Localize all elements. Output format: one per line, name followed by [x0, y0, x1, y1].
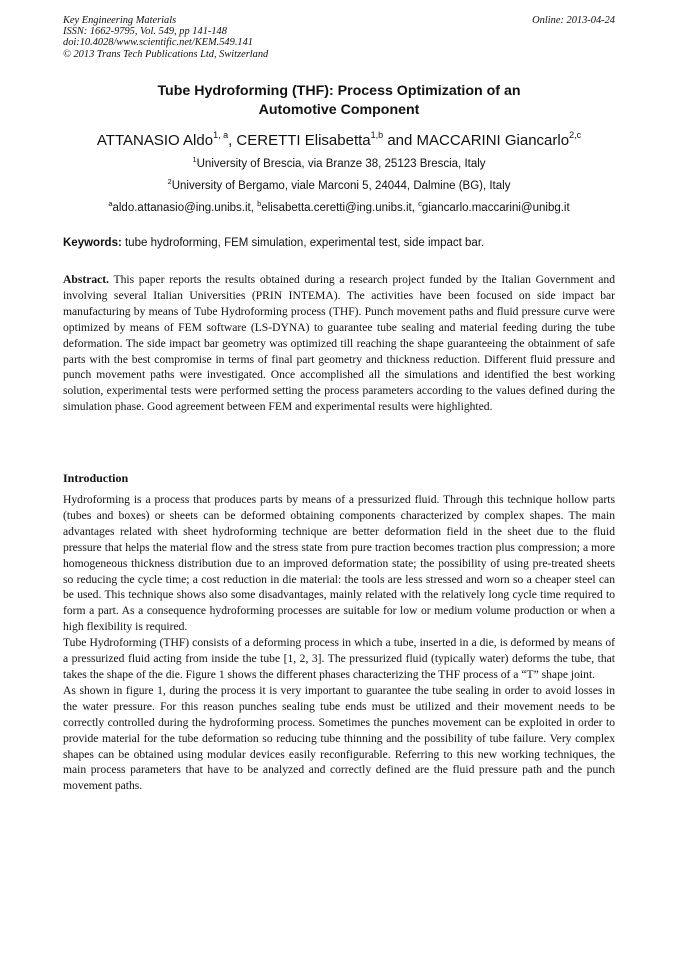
author-emails	[63, 201, 615, 215]
body-paragraph: Hydroforming is a process that produces parts by means of a pressurized fluid. Through this technique hollow parts (tubes and boxes) or sheets can be deformed obtaining components characterized by complex shapes. The main advantages related with sheet hydroforming technique are better deformation field in the sheet due to the fluid pressure that helps the material flow and the stress state from pure traction becomes traction plus compression; a more homogeneous thickness distribution due to an improved deformation state; the possibility of using pre-treated sheets so reducing the cycle time; a cost reduction in die material: the tools are less stressed and worn so a cheaper steel can be used. This technique shows also some disadvantages, mainly related with the relatively long cycle time required to form a part. As a consequence hydroforming processes are suitable for low or medium volume production or when a high flexibility is required.	[63, 493, 615, 634]
keywords-text: tube hydroforming, FEM simulation, experimental test, side impact bar.	[121, 237, 485, 249]
section-heading-introduction: Introduction	[63, 471, 129, 485]
paper-title	[63, 82, 615, 120]
journal-header	[63, 15, 615, 60]
author-superscript: 1, a	[213, 130, 229, 140]
abstract-paragraph	[63, 272, 615, 415]
author-list	[63, 131, 615, 151]
email-text: elisabetta.ceretti@ing.unibs.it,	[261, 202, 419, 214]
copyright-line: © 2013 Trans Tech Publications Ltd, Switzerland	[63, 48, 269, 60]
title-line-1: Tube Hydroforming (THF): Process Optimization of an	[157, 83, 521, 99]
email-text: aldo.attanasio@ing.unibs.it,	[112, 202, 258, 214]
author-separator: ,	[228, 132, 237, 149]
title-line-2: Automotive Component	[258, 102, 420, 118]
email-superscript: a	[108, 199, 113, 208]
keywords-line	[63, 236, 615, 250]
email-text: giancarlo.maccarini@unibg.it	[421, 202, 570, 214]
author-name: MACCARINI Giancarlo	[416, 132, 570, 149]
affiliation-2	[63, 179, 615, 193]
body-paragraph: As shown in figure 1, during the process it is very important to guarantee the tube sealing in order to avoid losses in the water pressure. For this reason punches sealing tube ends must be utilized and their movement needs to be correctly controlled during the hydroforming process. Sometimes the punches movement can be exploited in order to provide material for the tube deformation so reducing tube thinning and the possibility of tube failure. Very complex shapes can be obtained using modular devices easily reconfigurable. Referring to this new working techniques, the main process parameters that have to be analyzed and correctly defined are the fluid pressure path and the punch movement paths.	[63, 683, 615, 793]
affiliation-text: University of Brescia, via Branze 38, 25123 Brescia, Italy	[196, 158, 486, 170]
author-superscript: 2,c	[569, 130, 582, 140]
abstract-text: This paper reports the results obtained during a research project funded by the Italian Government and involving several Italian Universities (PRIN INTEMA). The activities have been focused on side impact bar manufacturing by means of Tube Hydroforming process (THF). Punch movement paths and fluid pressure curve were optimized by means of FEM software (LS-DYNA) to guarantee tube sealing and material feeding during the tube deformation. The side impact bar geometry was optimized till reaching the shape guaranteeing the obtainment of safe parts with the best compromise in terms of final part geometry and thickness reduction. Different fluid pressure and punch movement paths were investigated. Once accomplished all the simulations and identified the best working solution, experimental tests were performed setting the process parameters according to the values defined during the simulation phase. Good agreement between FEM and experimental results were highlighted.	[63, 273, 615, 414]
abstract-label: Abstract.	[63, 273, 110, 286]
affiliation-text: University of Bergamo, viale Marconi 5, 24044, Dalmine (BG), Italy	[171, 180, 511, 192]
author-separator: and	[383, 132, 417, 149]
affiliation-superscript: 1	[192, 155, 197, 164]
author-superscript: 1,b	[370, 130, 384, 140]
keywords-label: Keywords:	[63, 237, 122, 249]
online-date: Online: 2013-04-24	[532, 15, 615, 26]
issn-line: ISSN: 1662-9795, Vol. 549, pp 141-148	[63, 26, 227, 38]
introduction-body	[63, 492, 615, 794]
email-superscript: b	[257, 199, 262, 208]
body-paragraph: Tube Hydroforming (THF) consists of a deforming process in which a tube, inserted in a die, is deformed by means of a pressurized fluid acting from inside the tube [1, 2, 3]. The pressurized fluid (typically water) deforms the tube, that takes the shape of the die. Figure 1 shows the different phases characterizing the THF process of a “T” shape joint.	[63, 636, 615, 681]
journal-name: Key Engineering Materials	[63, 15, 177, 26]
doi-line: doi:10.4028/www.scientific.net/KEM.549.141	[63, 37, 253, 49]
affiliation-superscript: 2	[167, 177, 172, 186]
email-superscript: c	[418, 199, 422, 208]
author-name: ATTANASIO Aldo	[96, 132, 214, 149]
affiliation-1	[63, 157, 615, 171]
author-name: CERETTI Elisabetta	[236, 132, 371, 149]
